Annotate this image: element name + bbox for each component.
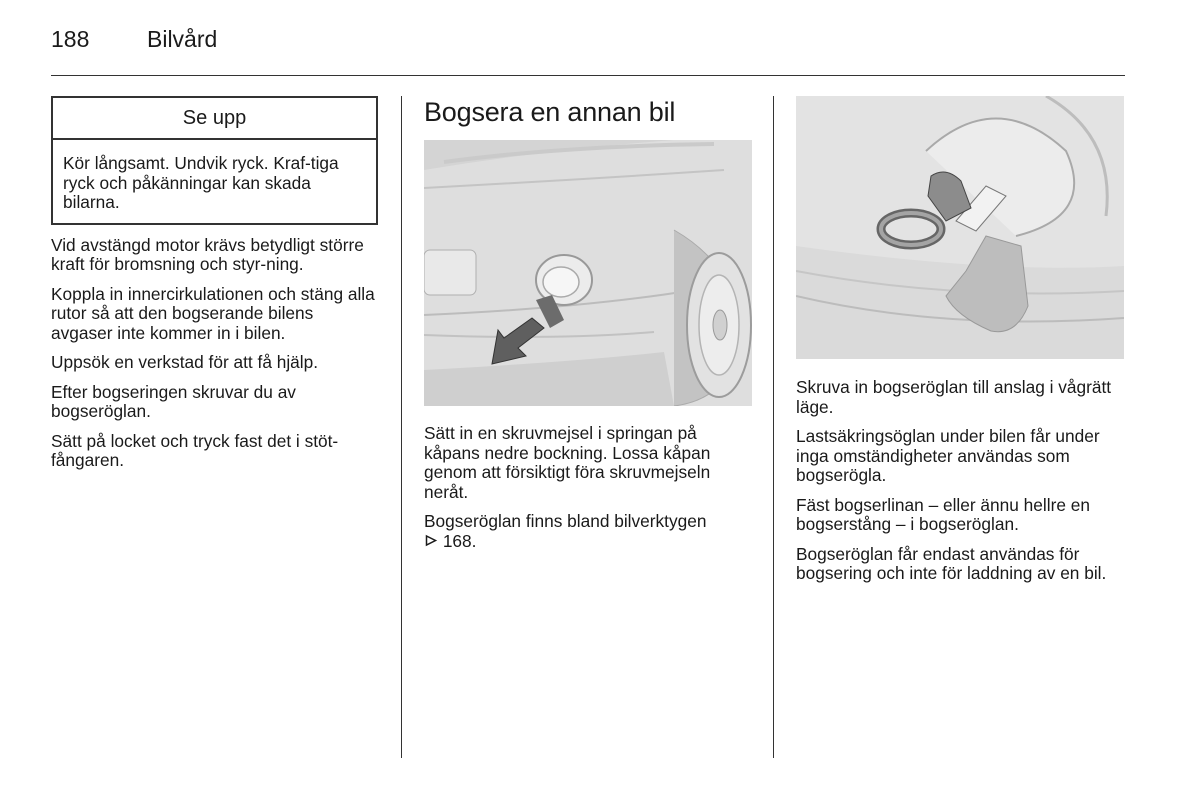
paragraph: Lastsäkringsöglan under bilen får under inga omständigheter användas som bogserögla.: [796, 426, 1100, 485]
section-title: Bilvård: [147, 26, 218, 52]
paragraph: Skruva in bogseröglan till anslag i vågrätt läge.: [796, 377, 1112, 417]
paragraph: Fäst bogserlinan – eller ännu hellre en bogserstång – i bogseröglan.: [796, 494, 1090, 534]
column-divider-2: [773, 96, 774, 758]
section-heading: Bogsera en annan bil: [424, 97, 676, 127]
reference-page-number: 168.: [442, 530, 477, 551]
paragraph: Sätt in en skruvmejsel i springan på kåpans nedre bockning. Lossa kåpan genom att försiktigt föra skruvmejseln neråt.: [424, 423, 711, 502]
column-1: [51, 96, 378, 481]
page-number: 188: [51, 26, 90, 52]
paragraph: Vid avstängd motor krävs betydligt större kraft för bromsning och styr-ning.: [51, 234, 364, 274]
caution-title: Se upp: [53, 98, 376, 140]
caution-box: [51, 96, 378, 225]
column-divider-1: [401, 96, 402, 758]
paragraph: Sätt på locket och tryck fast det i stöt-fångaren.: [51, 430, 339, 470]
column-3: [796, 96, 1126, 594]
reference-arrow-icon: [424, 534, 438, 547]
header-rule: [51, 75, 1125, 76]
paragraph: Efter bogseringen skruvar du av bogseröglan.: [51, 381, 296, 421]
caution-text: Kör långsamt. Undvik ryck. Kraf-tiga ryck och påkänningar kan skada bilarna.: [63, 153, 339, 212]
page-reference[interactable]: [424, 532, 754, 552]
paragraph: Uppsök en verkstad för att få hjälp.: [51, 352, 319, 372]
towing-eye-illustration: [796, 96, 1124, 359]
paragraph: Bogseröglan finns bland bilverktygen: [424, 511, 707, 531]
column-2: [424, 96, 754, 561]
paragraph: Bogseröglan får endast användas för bogsering och inte för laddning av en bil.: [796, 543, 1107, 583]
paragraph: Koppla in innercirkulationen och stäng alla rutor så att den bogserande bilens avgaser inte kommer in i bilen.: [51, 283, 375, 343]
rear-bumper-illustration: [424, 140, 752, 406]
